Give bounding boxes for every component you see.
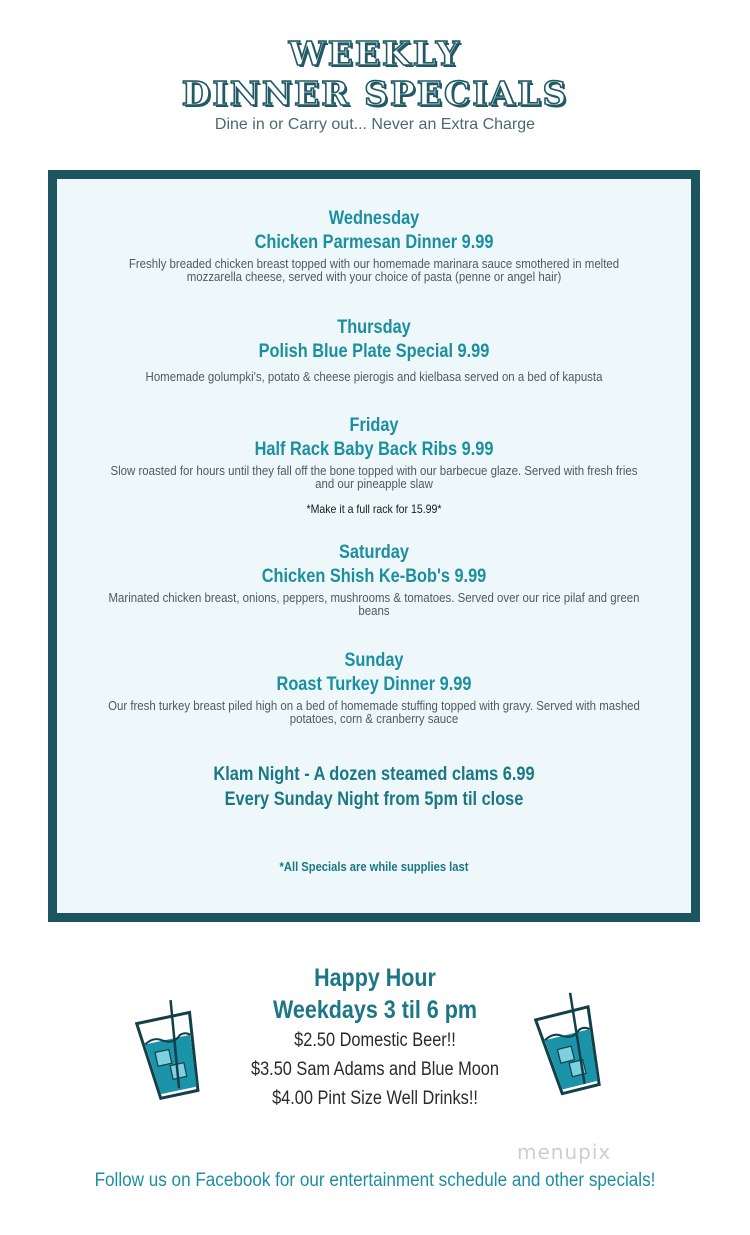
happy-hour-subtitle: Weekdays 3 til 6 pm [273,996,477,1024]
special-dish: Half Rack Baby Back Ribs 9.99 [254,439,494,460]
happy-hour-item: $3.50 Sam Adams and Blue Moon [250,1059,499,1080]
special-description: Marinated chicken breast, onions, peppers, mushrooms & tomatoes. Served over our rice pilaf and green beans [108,590,640,618]
special-day: Sunday [344,650,404,671]
special-dish: Polish Blue Plate Special 9.99 [258,341,490,362]
happy-hour [0,962,750,1113]
drink-glass-icon [532,990,612,1100]
special-dish: Chicken Shish Ke-Bob's 9.99 [261,566,487,587]
special-thursday [57,316,691,383]
klam-night [101,762,646,812]
special-wednesday [57,207,691,283]
special-dish: Roast Turkey Dinner 9.99 [276,674,472,695]
happy-hour-item: $4.00 Pint Size Well Drinks!! [272,1088,478,1109]
menu-header [0,34,750,134]
special-day: Wednesday [328,208,420,229]
disclaimer: *All Specials are while supplies last [279,859,469,874]
specials-box [48,170,700,922]
special-description: Homemade golumpki's, potato & cheese pierogis and kielbasa served on a bed of kapusta [145,369,603,384]
tagline: Dine in or Carry out... Never an Extra Charge [214,116,536,133]
title-line-1: WEEKLY [288,34,462,73]
special-day: Saturday [339,542,409,563]
footer-facebook-text: Follow us on Facebook for our entertainment schedule and other specials! [94,1170,656,1191]
happy-hour-title: Happy Hour [314,964,436,992]
klam-night-line-1: Klam Night - A dozen steamed clams 6.99 [213,764,535,785]
special-description: Slow roasted for hours until they fall off the bone topped with our barbecue glaze. Served with fresh fries and our pineapple slaw [110,463,638,491]
special-friday [57,414,691,516]
special-saturday [57,541,691,617]
title-line-2: DINNER SPECIALS [181,74,569,113]
special-description: Our fresh turkey breast piled high on a bed of homemade stuffing topped with gravy. Served with mashed potatoes, corn & cranberry sauce [108,698,640,726]
special-description: Freshly breaded chicken breast topped with our homemade marinara sauce smothered in melted mozzarella cheese, served with your choice of pasta (penne or angel hair) [128,256,620,284]
klam-night-line-2: Every Sunday Night from 5pm til close [224,789,524,810]
special-day: Friday [349,415,399,436]
special-day: Thursday [337,317,411,338]
menupix-watermark: menupix [517,1140,612,1164]
happy-hour-item: $2.50 Domestic Beer!! [294,1030,456,1051]
special-dish: Chicken Parmesan Dinner 9.99 [254,232,494,253]
special-note: *Make it a full rack for 15.99* [306,502,442,516]
special-sunday [57,649,691,725]
